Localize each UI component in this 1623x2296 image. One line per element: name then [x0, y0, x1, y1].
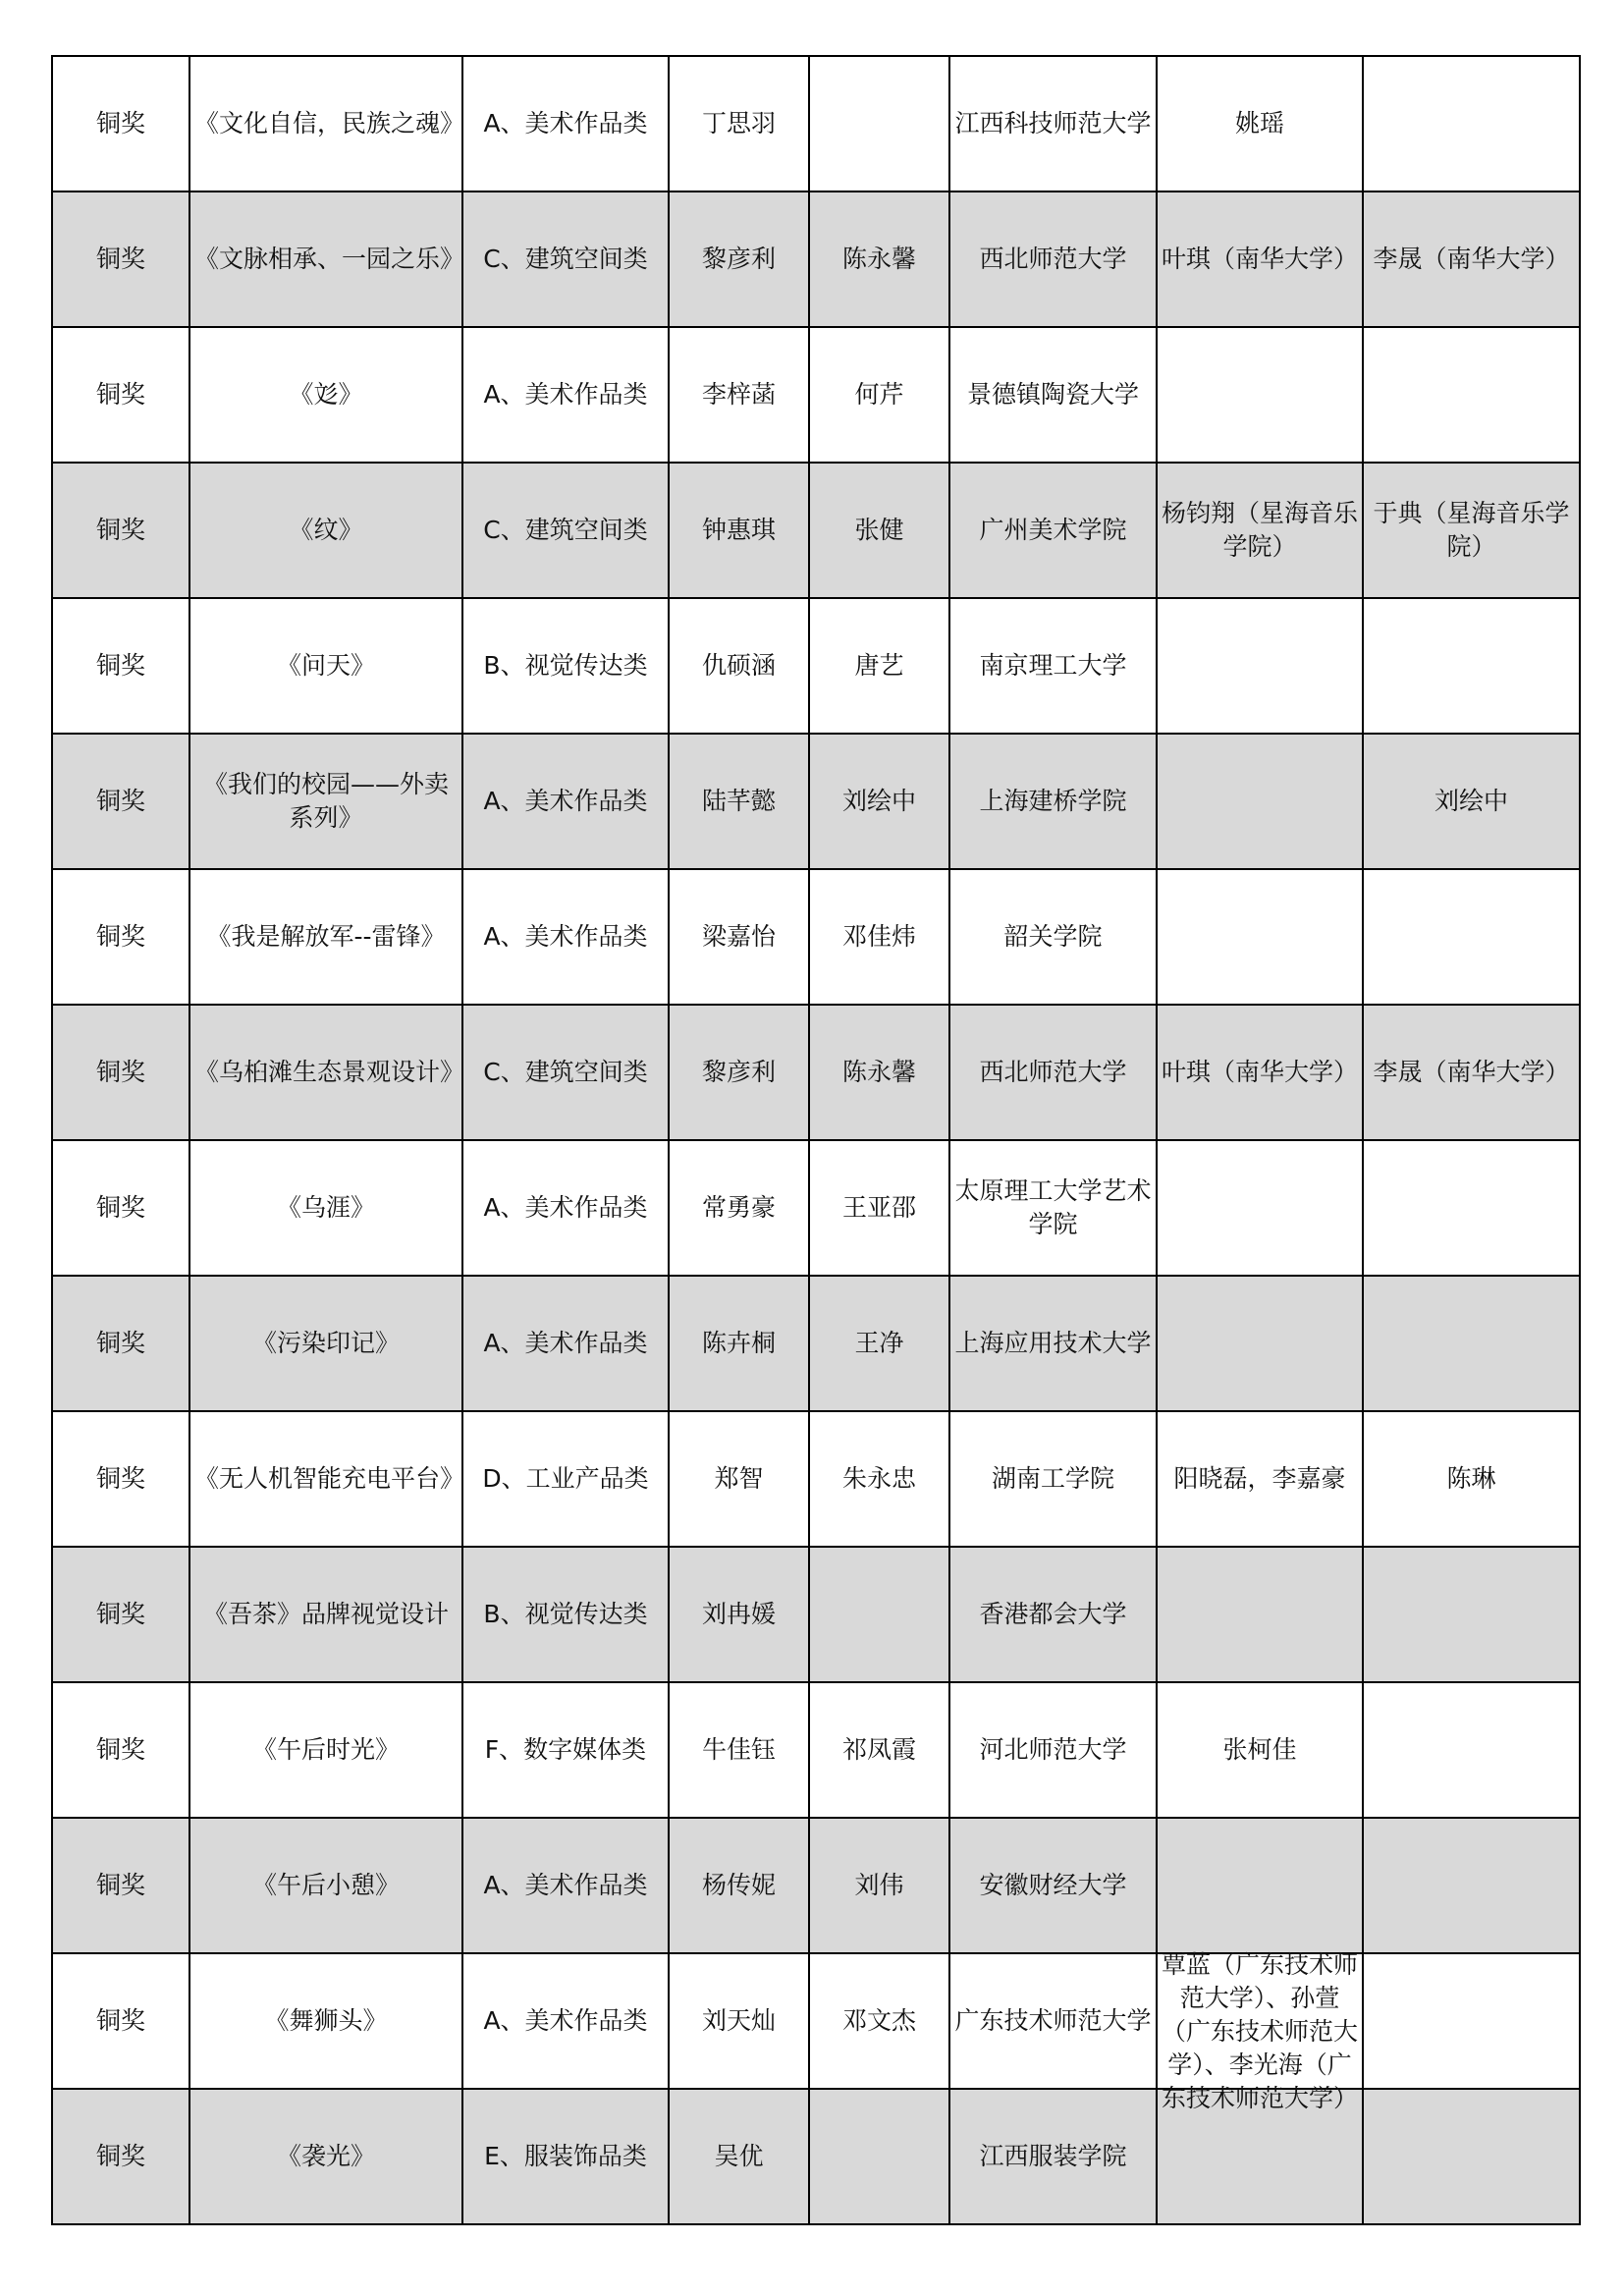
extra-cell	[1363, 2089, 1580, 2224]
table-row	[52, 1818, 1580, 1953]
collaborator-cell	[1157, 598, 1363, 734]
category-cell: C、建筑空间类	[462, 191, 669, 327]
teacher-cell	[809, 1547, 949, 1682]
title-cell: 《乌桕滩生态景观设计》	[189, 1005, 462, 1140]
table-row	[52, 869, 1580, 1005]
teacher-cell: 刘伟	[809, 1818, 949, 1953]
collaborator-cell	[1157, 1140, 1363, 1276]
author-cell: 杨传妮	[669, 1818, 809, 1953]
school-cell: 河北师范大学	[949, 1682, 1157, 1818]
extra-cell: 李晟（南华大学）	[1363, 1005, 1580, 1140]
collaborator-cell: 张柯佳	[1157, 1682, 1363, 1818]
title-cell: 《文脉相承、一园之乐》	[189, 191, 462, 327]
title-cell: 《问天》	[189, 598, 462, 734]
school-cell: 韶关学院	[949, 869, 1157, 1005]
school-cell: 西北师范大学	[949, 1005, 1157, 1140]
title-cell: 《舞狮头》	[189, 1953, 462, 2089]
teacher-cell: 唐艺	[809, 598, 949, 734]
teacher-cell: 王亚邵	[809, 1140, 949, 1276]
teacher-cell: 邓佳炜	[809, 869, 949, 1005]
category-cell: A、美术作品类	[462, 1140, 669, 1276]
author-cell: 黎彦利	[669, 1005, 809, 1140]
title-cell: 《污染印记》	[189, 1276, 462, 1411]
teacher-cell: 陈永馨	[809, 191, 949, 327]
table-body	[52, 56, 1580, 2224]
title-cell: 《乌涯》	[189, 1140, 462, 1276]
award-cell: 铜奖	[52, 1140, 189, 1276]
school-cell: 景德镇陶瓷大学	[949, 327, 1157, 463]
school-cell: 香港都会大学	[949, 1547, 1157, 1682]
teacher-cell: 陈永馨	[809, 1005, 949, 1140]
award-cell: 铜奖	[52, 1682, 189, 1818]
category-cell: B、视觉传达类	[462, 598, 669, 734]
award-cell: 铜奖	[52, 1547, 189, 1682]
award-cell: 铜奖	[52, 1818, 189, 1953]
author-cell: 黎彦利	[669, 191, 809, 327]
collaborator-cell	[1157, 1950, 1363, 2112]
school-cell: 广州美术学院	[949, 463, 1157, 598]
author-cell: 钟惠琪	[669, 463, 809, 598]
school-cell: 上海建桥学院	[949, 734, 1157, 869]
table-row	[52, 191, 1580, 327]
school-cell: 安徽财经大学	[949, 1818, 1157, 1953]
extra-cell	[1363, 56, 1580, 191]
title-cell: 《纹》	[189, 463, 462, 598]
category-cell: C、建筑空间类	[462, 463, 669, 598]
table-row	[52, 1005, 1580, 1140]
author-cell: 陆芊懿	[669, 734, 809, 869]
award-cell: 铜奖	[52, 1953, 189, 2089]
collaborator-cell: 阳晓磊，李嘉豪	[1157, 1411, 1363, 1547]
author-cell: 陈卉桐	[669, 1276, 809, 1411]
award-cell: 铜奖	[52, 869, 189, 1005]
award-cell: 铜奖	[52, 191, 189, 327]
author-cell: 李梓菡	[669, 327, 809, 463]
table-row	[52, 1140, 1580, 1276]
extra-cell	[1363, 598, 1580, 734]
extra-cell: 陈琳	[1363, 1411, 1580, 1547]
award-cell: 铜奖	[52, 1005, 189, 1140]
extra-cell: 李晟（南华大学）	[1363, 191, 1580, 327]
award-cell: 铜奖	[52, 2089, 189, 2224]
title-cell: 《午后小憩》	[189, 1818, 462, 1953]
table-row	[52, 598, 1580, 734]
table-row	[52, 1276, 1580, 1411]
school-cell: 太原理工大学艺术学院	[949, 1140, 1157, 1276]
school-cell: 广东技术师范大学	[949, 1953, 1157, 2089]
award-cell: 铜奖	[52, 463, 189, 598]
title-cell: 《我是解放军--雷锋》	[189, 869, 462, 1005]
collaborator-cell: 姚瑶	[1157, 56, 1363, 191]
table-row	[52, 56, 1580, 191]
overflow-text: 覃蓝（广东技术师范大学）、孙萱（广东技术师范大学）、李光海（广东技术师范大学）	[1162, 1950, 1359, 2112]
award-cell: 铜奖	[52, 327, 189, 463]
school-cell: 西北师范大学	[949, 191, 1157, 327]
category-cell: A、美术作品类	[462, 1276, 669, 1411]
collaborator-cell: 杨钧翔（星海音乐学院）	[1157, 463, 1363, 598]
award-cell: 铜奖	[52, 1411, 189, 1547]
table-row	[52, 734, 1580, 869]
extra-cell	[1363, 1276, 1580, 1411]
author-cell: 吴优	[669, 2089, 809, 2224]
title-cell: 《吾茶》品牌视觉设计	[189, 1547, 462, 1682]
author-cell: 刘天灿	[669, 1953, 809, 2089]
title-cell: 《文化自信，民族之魂》	[189, 56, 462, 191]
category-cell: D、工业产品类	[462, 1411, 669, 1547]
category-cell: A、美术作品类	[462, 869, 669, 1005]
extra-cell	[1363, 1818, 1580, 1953]
collaborator-cell	[1157, 734, 1363, 869]
teacher-cell	[809, 2089, 949, 2224]
author-cell: 常勇豪	[669, 1140, 809, 1276]
award-cell: 铜奖	[52, 734, 189, 869]
author-cell: 丁思羽	[669, 56, 809, 191]
category-cell: A、美术作品类	[462, 1818, 669, 1953]
category-cell: A、美术作品类	[462, 734, 669, 869]
author-cell: 牛佳钰	[669, 1682, 809, 1818]
table-row	[52, 1411, 1580, 1547]
category-cell: A、美术作品类	[462, 327, 669, 463]
category-cell: C、建筑空间类	[462, 1005, 669, 1140]
award-cell: 铜奖	[52, 56, 189, 191]
collaborator-cell	[1157, 1547, 1363, 1682]
title-cell: 《我们的校园——外卖系列》	[189, 734, 462, 869]
collaborator-cell	[1157, 869, 1363, 1005]
teacher-cell: 朱永忠	[809, 1411, 949, 1547]
extra-cell	[1363, 1953, 1580, 2089]
author-cell: 郑智	[669, 1411, 809, 1547]
teacher-cell	[809, 56, 949, 191]
category-cell: B、视觉传达类	[462, 1547, 669, 1682]
table-row	[52, 327, 1580, 463]
collaborator-cell	[1157, 1818, 1363, 1953]
author-cell: 刘冉媛	[669, 1547, 809, 1682]
school-cell: 湖南工学院	[949, 1411, 1157, 1547]
teacher-cell: 何芹	[809, 327, 949, 463]
teacher-cell: 刘绘中	[809, 734, 949, 869]
teacher-cell: 邓文杰	[809, 1953, 949, 2089]
awards-table	[51, 55, 1581, 2225]
extra-cell	[1363, 327, 1580, 463]
title-cell: 《无人机智能充电平台》	[189, 1411, 462, 1547]
author-cell: 仇硕涵	[669, 598, 809, 734]
title-cell: 《午后时光》	[189, 1682, 462, 1818]
award-cell: 铜奖	[52, 598, 189, 734]
collaborator-cell: 叶琪（南华大学）	[1157, 1005, 1363, 1140]
author-cell: 梁嘉怡	[669, 869, 809, 1005]
school-cell: 上海应用技术大学	[949, 1276, 1157, 1411]
title-cell: 《彣》	[189, 327, 462, 463]
school-cell: 江西科技师范大学	[949, 56, 1157, 191]
teacher-cell: 王净	[809, 1276, 949, 1411]
collaborator-cell	[1157, 1276, 1363, 1411]
extra-cell	[1363, 1547, 1580, 1682]
extra-cell	[1363, 869, 1580, 1005]
extra-cell: 刘绘中	[1363, 734, 1580, 869]
title-cell: 《袭光》	[189, 2089, 462, 2224]
school-cell: 南京理工大学	[949, 598, 1157, 734]
extra-cell	[1363, 1682, 1580, 1818]
table-row	[52, 1547, 1580, 1682]
collaborator-cell	[1157, 327, 1363, 463]
category-cell: A、美术作品类	[462, 1953, 669, 2089]
extra-cell	[1363, 1140, 1580, 1276]
teacher-cell: 祁凤霞	[809, 1682, 949, 1818]
category-cell: E、服装饰品类	[462, 2089, 669, 2224]
teacher-cell: 张健	[809, 463, 949, 598]
table-row	[52, 1953, 1580, 2089]
table-row	[52, 1682, 1580, 1818]
category-cell: F、数字媒体类	[462, 1682, 669, 1818]
category-cell: A、美术作品类	[462, 56, 669, 191]
extra-cell: 于典（星海音乐学院）	[1363, 463, 1580, 598]
table-row	[52, 463, 1580, 598]
collaborator-cell: 叶琪（南华大学）	[1157, 191, 1363, 327]
award-cell: 铜奖	[52, 1276, 189, 1411]
school-cell: 江西服装学院	[949, 2089, 1157, 2224]
